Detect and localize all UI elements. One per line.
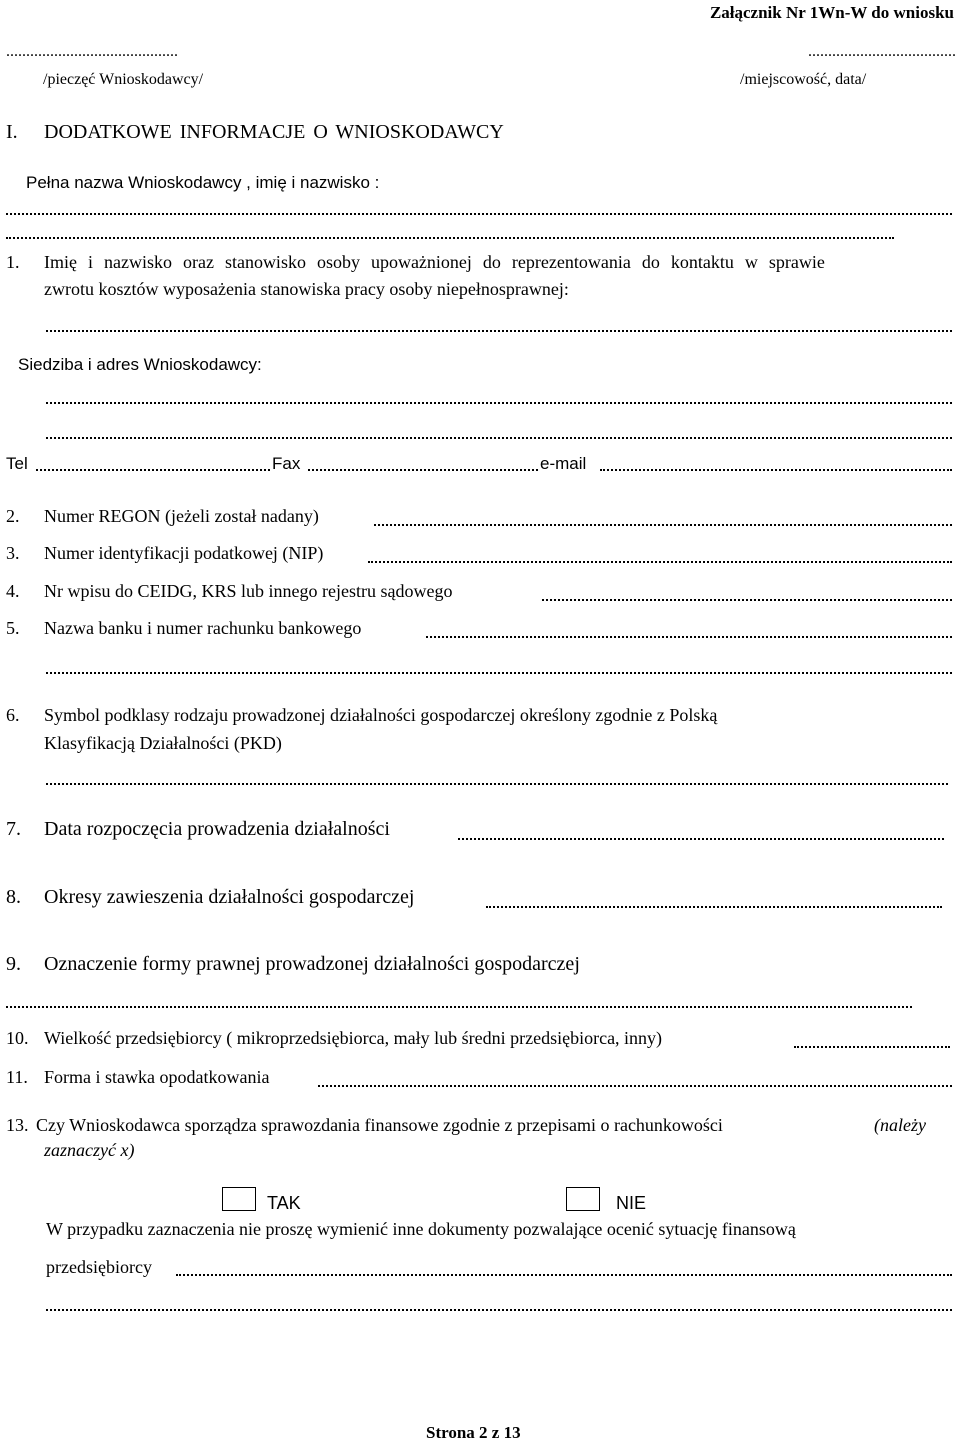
item5-number: 5. bbox=[6, 618, 20, 638]
item2-number: 2. bbox=[6, 506, 20, 526]
place-date-dots[interactable]: ..................................... bbox=[808, 43, 956, 60]
seal-label: /pieczęć Wnioskodawcy/ bbox=[43, 71, 204, 88]
taxation-input[interactable] bbox=[318, 1085, 952, 1087]
item6-number: 6. bbox=[6, 705, 20, 725]
item2-label: Numer REGON (jeżeli został nadany) bbox=[44, 506, 319, 526]
seal-dots[interactable]: ........................................... bbox=[6, 43, 178, 60]
section-number: I. bbox=[6, 121, 18, 143]
full-name-input-line2[interactable] bbox=[6, 237, 894, 239]
full-name-label: Pełna nazwa Wnioskodawcy , imię i nazwisko : bbox=[26, 173, 380, 192]
item11-label: Forma i stawka opodatkowania bbox=[44, 1067, 270, 1087]
address-label: Siedziba i adres Wnioskodawcy: bbox=[18, 355, 262, 374]
fax-input[interactable] bbox=[308, 469, 538, 471]
email-input[interactable] bbox=[600, 469, 952, 471]
other-documents-input-line2[interactable] bbox=[46, 1309, 952, 1311]
representative-input[interactable] bbox=[46, 330, 952, 332]
nip-input[interactable] bbox=[368, 561, 952, 563]
nie-label: NIE bbox=[616, 1193, 647, 1213]
place-date-label: /miejscowość, data/ bbox=[740, 71, 867, 88]
fax-label: Fax bbox=[272, 454, 301, 473]
item10-label: Wielkość przedsiębiorcy ( mikroprzedsiębiorca, mały lub średni przedsiębiorca, inny) bbox=[44, 1028, 663, 1048]
tel-label: Tel bbox=[6, 454, 28, 473]
item1-number: 1. bbox=[6, 252, 20, 272]
pkd-input[interactable] bbox=[46, 783, 948, 785]
item1-text-line2: zwrotu kosztów wyposażenia stanowiska pracy osoby niepełnosprawnej: bbox=[44, 279, 569, 299]
item8-number: 8. bbox=[6, 886, 21, 908]
item7-label: Data rozpoczęcia prowadzenia działalności bbox=[44, 818, 390, 840]
tak-checkbox[interactable] bbox=[222, 1187, 256, 1211]
item7-number: 7. bbox=[6, 818, 21, 840]
item4-number: 4. bbox=[6, 581, 20, 601]
bank-input-line1[interactable] bbox=[426, 636, 952, 638]
item13-note-line2: przedsiębiorcy bbox=[46, 1257, 152, 1277]
email-label: e-mail bbox=[540, 454, 587, 473]
other-documents-input-line1[interactable] bbox=[176, 1274, 952, 1276]
item9-number: 9. bbox=[6, 953, 21, 975]
section-title: DODATKOWE INFORMACJE O WNIOSKODAWCY bbox=[44, 121, 504, 143]
item13-hint-line2: zaznaczyć x) bbox=[44, 1140, 135, 1160]
item3-number: 3. bbox=[6, 543, 20, 563]
item13-note-line1: W przypadku zaznaczenia nie proszę wymienić inne dokumenty pozwalające ocenić sytuację finansową bbox=[46, 1219, 796, 1239]
suspension-input[interactable] bbox=[486, 906, 942, 908]
nie-checkbox[interactable] bbox=[566, 1187, 600, 1211]
item11-number: 11. bbox=[6, 1067, 28, 1087]
item8-label: Okresy zawieszenia działalności gospodarczej bbox=[44, 886, 415, 908]
item13-hint-line1: (należy bbox=[874, 1115, 926, 1135]
item4-label: Nr wpisu do CEIDG, KRS lub innego rejestru sądowego bbox=[44, 581, 453, 601]
tel-input[interactable] bbox=[36, 469, 270, 471]
item5-label: Nazwa banku i numer rachunku bankowego bbox=[44, 618, 362, 638]
item13-text-line1: Czy Wnioskodawca sporządza sprawozdania finansowe zgodnie z przepisami o rachunkowości bbox=[36, 1115, 723, 1135]
registry-input[interactable] bbox=[542, 599, 952, 601]
tak-label: TAK bbox=[267, 1193, 301, 1213]
full-name-input-line1[interactable] bbox=[6, 213, 952, 215]
item10-number: 10. bbox=[6, 1028, 29, 1048]
item6-text-line1: Symbol podklasy rodzaju prowadzonej działalności gospodarczej określony zgodnie z Polską bbox=[44, 705, 718, 725]
item3-label: Numer identyfikacji podatkowej (NIP) bbox=[44, 543, 324, 563]
start-date-input[interactable] bbox=[458, 838, 944, 840]
legal-form-input[interactable] bbox=[6, 1006, 912, 1008]
attachment-header: Załącznik Nr 1Wn-W do wniosku bbox=[709, 3, 954, 22]
item13-number: 13. bbox=[6, 1115, 29, 1135]
bank-input-line2[interactable] bbox=[46, 672, 952, 674]
item1-text-line1: Imię i nazwisko oraz stanowisko osoby upoważnionej do reprezentowania do kontaktu w sprawie bbox=[44, 252, 825, 272]
company-size-input[interactable] bbox=[794, 1046, 950, 1048]
item9-label: Oznaczenie formy prawnej prowadzonej działalności gospodarczej bbox=[44, 953, 580, 975]
address-input-line2[interactable] bbox=[46, 437, 952, 439]
address-input-line1[interactable] bbox=[46, 402, 952, 404]
page-number: Strona 2 z 13 bbox=[426, 1423, 521, 1442]
regon-input[interactable] bbox=[374, 524, 952, 526]
item6-text-line2: Klasyfikacją Działalności (PKD) bbox=[44, 733, 282, 753]
